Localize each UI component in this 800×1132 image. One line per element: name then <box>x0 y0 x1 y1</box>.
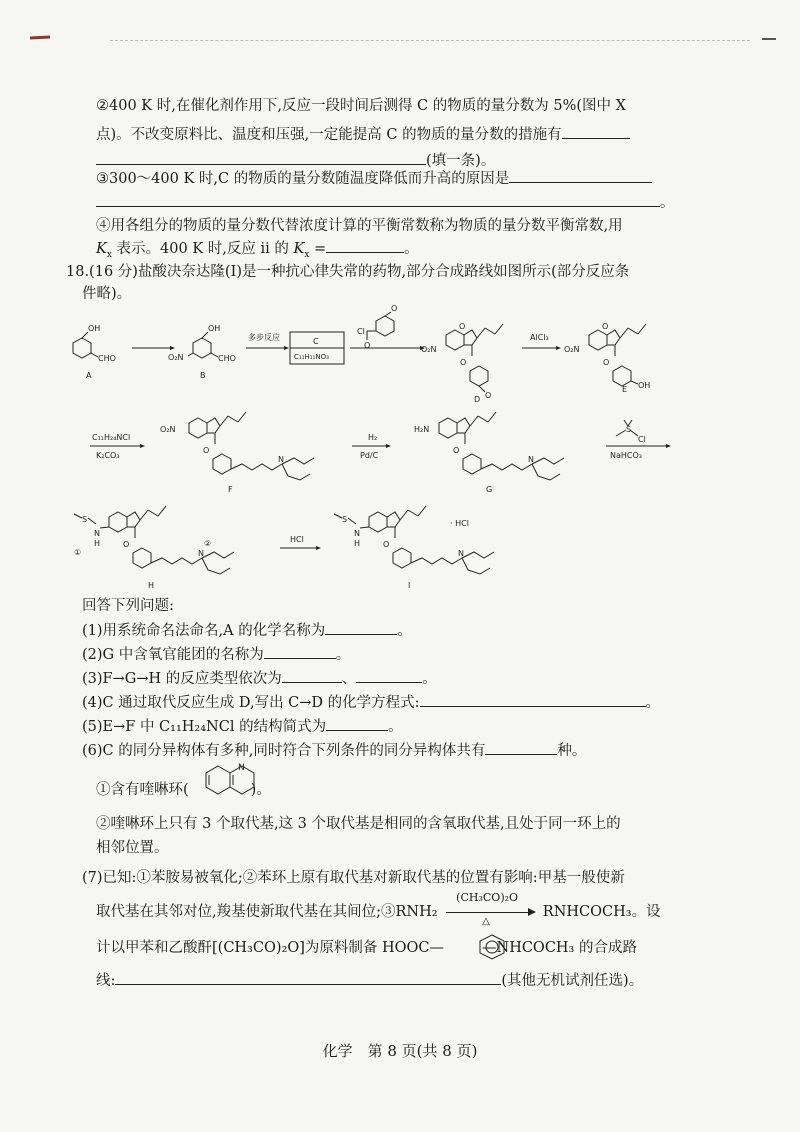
D-co: O <box>460 358 467 367</box>
label-B: B <box>200 371 206 380</box>
F-n: N <box>278 455 284 464</box>
question-7-line2: 取代基在其邻对位,羧基使新取代基在其间位;③RNH₂ (CH₃CO)₂O △ RNHCOCH₃。设 <box>96 902 661 922</box>
question-5: (5)E→F 中 C₁₁H₂₄NCl 的结构简式为 。 <box>82 716 403 737</box>
label-G: G <box>486 485 493 494</box>
q17-p3-line2: 。 <box>96 192 675 213</box>
structure-H <box>74 506 234 574</box>
reagent-FG-bottom: Pd/C <box>360 451 379 460</box>
label-A: A <box>86 371 92 380</box>
benzene-ring-icon <box>472 932 512 962</box>
reagent-ome: O <box>391 304 398 313</box>
D-no2: O₂N <box>421 345 437 354</box>
reagent-EF-bottom: K₂CO₃ <box>96 451 120 460</box>
label-E: E <box>622 385 628 394</box>
answer-prompt: 回答下列问题: <box>82 598 174 614</box>
label-F: F <box>228 485 233 494</box>
F-co: O <box>203 446 210 455</box>
A-cho: CHO <box>98 354 116 363</box>
label-D: D <box>474 395 481 404</box>
quinoline-icon <box>200 762 262 806</box>
F-no2: O₂N <box>160 425 176 434</box>
B-oh: OH <box>208 324 221 333</box>
label-H: H <box>148 581 155 590</box>
E-oh: OH <box>638 381 651 390</box>
B-cho: CHO <box>218 354 236 363</box>
reagent-mscl: Cl <box>638 435 646 444</box>
q18-intro-line1: 18.(16 分)盐酸决奈达隆(I)是一种抗心律失常的药物,部分合成路线如图所示(部分反应条 <box>66 264 630 280</box>
reagent-o: O <box>364 341 371 350</box>
scheme-row2 <box>0 410 800 500</box>
D-ome: O <box>485 391 492 400</box>
E-co: O <box>603 358 610 367</box>
G-co: O <box>453 446 460 455</box>
reagent-FG-top: H₂ <box>368 433 378 442</box>
q6-condition-2-line1: ②喹啉环上只有 3 个取代基,这 3 个取代基是相同的含氧取代基,且处于同一环上的 <box>96 816 621 832</box>
scan-mark-right <box>762 38 776 40</box>
q17-p4-line1: ④用各组分的物质的量分数代替浓度计算的平衡常数称为物质的量分数平衡常数,用 <box>96 218 623 234</box>
I-h: H <box>354 539 361 548</box>
page-footer: 化学 第 8 页(共 8 页) <box>322 1042 478 1060</box>
structure-G <box>414 412 564 480</box>
q17-p4-line2: $K_x$ 表示。400 K 时,反应 ii 的 $K_x$ = 。 <box>96 238 419 265</box>
H-nh: N <box>94 529 100 538</box>
G-n: N <box>528 455 534 464</box>
D-o: O <box>459 322 466 331</box>
question-4: (4)C 通过取代反应生成 D,写出 C→D 的化学方程式: 。 <box>82 692 660 713</box>
H-n: N <box>198 549 204 558</box>
scheme-row1 <box>0 300 800 410</box>
arrow-E-label: AlCl₃ <box>530 333 549 342</box>
top-rule <box>110 40 750 41</box>
reagent-HI: HCl <box>290 535 304 544</box>
reagent-s: S <box>626 425 632 434</box>
q7-reagent-top: (CH₃CO)₂O <box>456 891 519 904</box>
q7-reagent-bottom: △ <box>482 916 490 927</box>
H-mark2: ② <box>204 539 212 548</box>
E-o: O <box>602 322 609 331</box>
I-hcl: · HCl <box>450 519 469 528</box>
question-6: (6)C 的同分异构体有多种,同时符合下列条件的同分异构体共有 种。 <box>82 740 586 761</box>
structure-D <box>421 322 503 400</box>
quinoline-n: N <box>238 763 245 773</box>
scan-mark-left <box>30 35 50 39</box>
scheme-row3 <box>0 500 800 600</box>
question-7-line1: (7)已知:①苯胺易被氧化;②苯环上原有取代基对新取代基的位置有影响:甲基一般使新 <box>82 870 625 886</box>
structure-I <box>334 506 494 574</box>
H-s: S <box>82 515 88 524</box>
B-no2: O₂N <box>168 353 184 362</box>
C-box-label: C <box>313 337 319 346</box>
H-co: O <box>123 540 130 549</box>
H-mark1: ① <box>74 548 82 557</box>
q17-p3: ③300～400 K 时,C 的物质的量分数随温度降低而升高的原因是 <box>96 168 652 189</box>
question-1: (1)用系统命名法命名,A 的化学名称为 。 <box>82 620 412 641</box>
label-I: I <box>408 581 411 590</box>
question-2: (2)G 中含氧官能团的名称为 。 <box>82 644 350 665</box>
reagent-cl: Cl <box>357 327 365 336</box>
H-h: H <box>94 539 101 548</box>
q17-p2-line1: ②400 K 时,在催化剂作用下,反应一段时间后测得 C 的物质的量分数为 5%(图中 X <box>96 98 626 114</box>
I-nh: N <box>354 529 360 538</box>
q17-p2-line3: (填一条)。 <box>96 150 495 171</box>
C-box-formula: C₁₁H₁₁NO₃ <box>294 353 329 361</box>
structure-F <box>160 412 314 480</box>
question-7-line3: 计以甲苯和乙酸酐[(CH₃CO)₂O]为原料制备 HOOC— —NHCOCH₃ 的合成路 <box>96 940 637 956</box>
reagent-GH-bottom: NaHCO₃ <box>610 451 642 460</box>
I-n: N <box>458 549 464 558</box>
q6-condition-1: ①含有喹啉环( )。 <box>96 782 271 798</box>
arrow-BC-label: 多步反应 <box>248 333 280 342</box>
A-oh: OH <box>88 324 101 333</box>
structure-B <box>168 324 236 363</box>
structure-E <box>564 322 650 390</box>
I-s: S <box>342 515 348 524</box>
q6-condition-2-line2: 相邻位置。 <box>96 840 169 856</box>
G-nh2: H₂N <box>414 425 430 434</box>
q17-p2-line2: 点)。不改变原料比、温度和压强,一定能提高 C 的物质的量分数的措施有 <box>96 124 630 145</box>
reagent-EF-top: C₁₁H₂₄NCl <box>92 433 131 442</box>
reagent-mesyl-chloride <box>616 420 646 444</box>
question-7-line4: 线: (其他无机试剂任选)。 <box>96 970 643 991</box>
q18-intro-line2: 件略)。 <box>82 286 132 302</box>
E-no2: O₂N <box>564 345 580 354</box>
structure-A <box>73 324 116 363</box>
question-3: (3)F→G→H 的反应类型依次为 、 。 <box>82 668 437 689</box>
reagent-acyl-chloride <box>357 304 397 350</box>
I-co: O <box>383 540 390 549</box>
